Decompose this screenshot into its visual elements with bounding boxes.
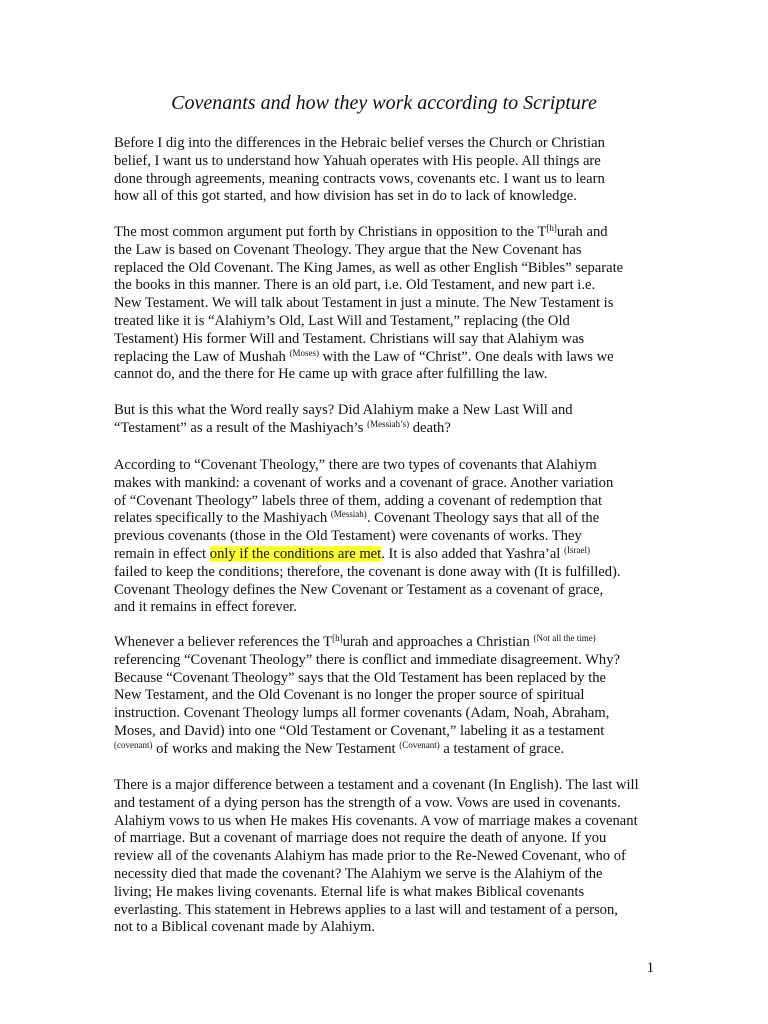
text-line: the books in this manner. There is an old part, i.e. Old Testament, and new part i.e.	[114, 277, 596, 294]
text-line: New Testament, and the Old Covenant is no longer the proper source of spiritual	[114, 687, 585, 704]
text-line: cannot do, and the there for He came up with grace after fulfilling the law.	[114, 366, 548, 383]
text-line: review all of the covenants Alahiym has made prior to the Re-Newed Covenant, who of	[114, 848, 626, 865]
text-line: living; He makes living covenants. Eternal life is what makes Biblical covenants	[114, 883, 585, 900]
superscript-note: (Moses)	[289, 347, 319, 358]
text-line: There is a major difference between a testament and a covenant (In English). The last will	[114, 777, 639, 793]
text-line: Because “Covenant Theology” says that the Old Testament has been replaced by the	[114, 669, 607, 686]
paragraph-covenant-theology-argument	[114, 224, 654, 384]
paragraph-question	[114, 402, 654, 438]
superscript-note: [h]	[332, 633, 343, 644]
text-line: treated like it is “Alahiym’s Old, Last Will and Testament,” replacing (the Old	[114, 312, 570, 329]
superscript-note: (Messiah)	[330, 509, 367, 520]
superscript-note: (Messiah’s)	[367, 418, 410, 429]
text-line: previous covenants (those in the Old Testament) were covenants of works. They	[114, 528, 582, 545]
text-line: According to “Covenant Theology,” there are two types of covenants that Alahiym	[114, 457, 597, 473]
text-line: necessity died that made the covenant? The Alahiym we serve is the Alahiym of the	[114, 865, 603, 882]
superscript-note: (Covenant)	[399, 739, 440, 750]
text-line: and testament of a dying person has the strength of a vow. Vows are used in covenants.	[114, 794, 621, 811]
paragraph-conflict	[114, 634, 654, 759]
text-line: Covenant Theology defines the New Covenant or Testament as a covenant of grace,	[114, 581, 604, 598]
text-line: not to a Biblical covenant made by Alahiym.	[114, 919, 376, 936]
text-line: Alahiym vows to us when He makes His covenants. A vow of marriage makes a covenant	[114, 812, 638, 829]
page-number: 1	[646, 960, 654, 976]
paragraph-testament-vs-covenant	[114, 777, 654, 937]
highlighted-text: only if the conditions are met	[209, 545, 382, 562]
text-line: of “Covenant Theology” labels three of them, adding a covenant of redemption that	[114, 492, 603, 509]
superscript-note: (covenant)	[114, 739, 153, 750]
text-line: the Law is based on Covenant Theology. They argue that the New Covenant has	[114, 241, 582, 258]
text-line: Whenever a believer references the T[h]urah and approaches a Christian $^{(Not all the time)}$	[114, 633, 596, 650]
superscript-note: (Israel)	[564, 545, 590, 556]
text-line: and it remains in effect forever.	[114, 599, 297, 616]
paragraph-intro	[114, 135, 654, 206]
paragraph-types-of-covenants	[114, 457, 654, 617]
text-line: The most common argument put forth by Christians in opposition to the T[h]urah and	[114, 223, 608, 240]
text-line: done through agreements, meaning contracts vows, covenants etc. I want us to learn	[114, 170, 605, 187]
text-line: of marriage. But a covenant of marriage does not require the death of anyone. If you	[114, 830, 607, 847]
superscript-note: (Not all the time)	[533, 633, 596, 644]
text-line: makes with mankind: a covenant of works and a covenant of grace. Another variation	[114, 474, 614, 491]
text-line: relates specifically to the Mashiyach $^{(Messiah)}$. Covenant Theology says that all of the	[114, 509, 600, 527]
text-line: remain in effect only if the conditions are met. It is also added that Yashra’al $^{(Israel)}$	[114, 545, 590, 562]
document-title: Covenants and how they work according to Scripture	[171, 92, 597, 114]
text-line: Before I dig into the differences in the Hebraic belief verses the Church or Christian	[114, 135, 605, 151]
text-line: “Testament” as a result of the Mashiyach’s $^{(Messiah’s)}$ death?	[114, 418, 451, 436]
text-line: Moses, and David) into one “Old Testament or Covenant,” labeling it as a testament	[114, 722, 605, 739]
text-line: instruction. Covenant Theology lumps all former covenants (Adam, Noah, Abraham,	[114, 705, 610, 722]
text-line: how all of this got started, and how division has set in do to lack of knowledge.	[114, 188, 577, 205]
text-line: Testament) His former Will and Testament. Christians will say that Alahiym was	[114, 330, 585, 347]
text-line: $^{(covenant)}$ of works and making the New Testament $^{(Covenant)}$ a testament of grace.	[114, 739, 565, 757]
text-line: But is this what the Word really says? Did Alahiym make a New Last Will and	[114, 402, 573, 418]
text-line: belief, I want us to understand how Yahuah operates with His people. All things are	[114, 152, 601, 169]
text-line: referencing “Covenant Theology” there is conflict and immediate disagreement. Why?	[114, 651, 620, 668]
superscript-note: [h]	[546, 223, 557, 234]
text-line: New Testament. We will talk about Testament in just a minute. The New Testament is	[114, 295, 614, 312]
text-line: replaced the Old Covenant. The King James, as well as other English “Bibles” separate	[114, 259, 624, 276]
text-line: everlasting. This statement in Hebrews applies to a last will and testament of a person,	[114, 901, 618, 918]
text-line: replacing the Law of Mushah $^{(Moses)}$ with the Law of “Christ”. One deals with laws we	[114, 347, 614, 365]
text-line: failed to keep the conditions; therefore, the covenant is done away with (It is fulfilled).	[114, 563, 621, 580]
